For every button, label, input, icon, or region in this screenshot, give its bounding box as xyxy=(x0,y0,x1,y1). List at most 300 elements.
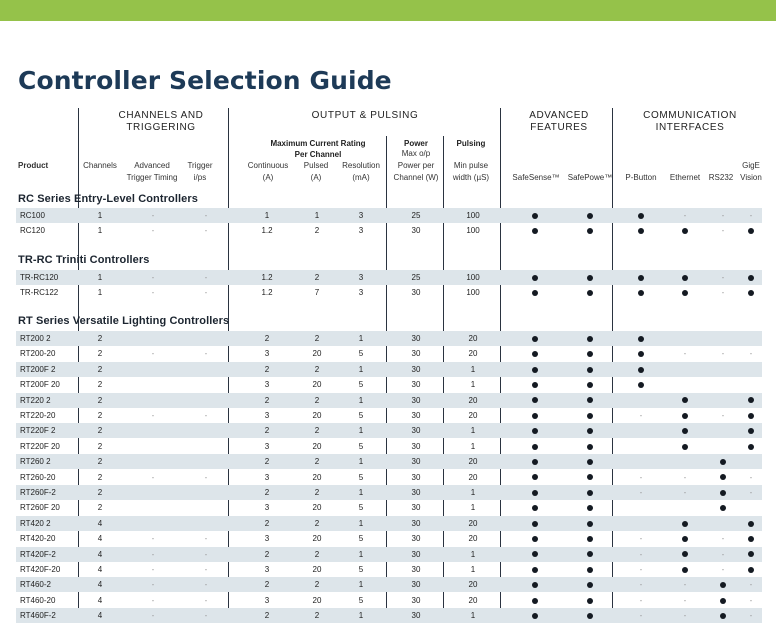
feature-dot-icon xyxy=(587,567,593,573)
cell-channels: 4 xyxy=(97,580,103,590)
feature-dot-icon xyxy=(532,459,538,465)
cell-power: 30 xyxy=(411,565,421,574)
group-output-pulsing: OUTPUT & PULSING xyxy=(311,110,419,121)
cell-continuous: 2 xyxy=(264,364,270,374)
cell-pulsed: 2 xyxy=(314,426,320,436)
cell-resolution: 1 xyxy=(358,395,364,405)
cell-pulse-width: 1 xyxy=(470,380,476,390)
cell-pulsed: 20 xyxy=(312,503,322,513)
feature-dot-icon xyxy=(587,367,593,373)
cell-ethernet xyxy=(672,439,698,454)
feature-dot-icon xyxy=(587,336,593,342)
cell-pbutton: - xyxy=(639,549,643,559)
feature-dot-icon xyxy=(638,336,644,342)
cell-channels: 4 xyxy=(97,549,103,559)
cell-continuous: 3 xyxy=(264,411,270,420)
cell-pulse-width: 1 xyxy=(470,611,476,621)
cell-safesense xyxy=(522,423,548,438)
feature-dot-icon xyxy=(720,598,726,604)
cell-resolution: 5 xyxy=(358,565,364,574)
table-row xyxy=(16,470,762,485)
cell-rs232 xyxy=(710,470,736,485)
cell-continuous: 2 xyxy=(264,549,270,559)
cell-trigger-timing: - xyxy=(151,411,155,420)
cell-continuous: 2 xyxy=(264,334,270,343)
cell-continuous: 2 xyxy=(264,580,270,590)
table-row xyxy=(16,562,762,577)
cell-power: 30 xyxy=(411,611,421,621)
feature-dot-icon xyxy=(587,598,593,604)
cell-gige xyxy=(738,531,764,546)
cell-pulsed: 2 xyxy=(314,518,320,528)
feature-dot-icon xyxy=(532,428,538,434)
cell-safesense xyxy=(522,470,548,485)
feature-dot-icon xyxy=(587,582,593,588)
cell-pulsed: 2 xyxy=(314,457,320,467)
cell-pbutton xyxy=(628,208,654,223)
cell-gige xyxy=(738,270,764,285)
cell-safepower xyxy=(576,516,604,531)
cell-product: RT260-20 xyxy=(20,472,56,482)
cell-pbutton xyxy=(628,362,654,377)
feature-dot-icon xyxy=(587,228,593,234)
table-row xyxy=(16,423,762,438)
cell-safepower xyxy=(576,470,604,485)
cell-power: 30 xyxy=(411,411,421,420)
feature-dot-icon xyxy=(587,536,593,542)
feature-dot-icon xyxy=(638,351,644,357)
feature-dot-icon xyxy=(720,490,726,496)
cell-pulse-width: 100 xyxy=(466,226,480,236)
cell-channels: 2 xyxy=(97,457,103,467)
cell-trigger-timing: - xyxy=(151,349,155,359)
cell-product: RT200F 20 xyxy=(20,380,60,390)
cell-channels: 2 xyxy=(97,426,103,436)
cell-ethernet xyxy=(672,531,698,546)
cell-pulse-width: 20 xyxy=(468,457,478,467)
cell-safepower xyxy=(576,531,604,546)
feature-dot-icon xyxy=(532,551,538,557)
cell-ethernet xyxy=(672,393,698,408)
cell-resolution: 1 xyxy=(358,518,364,528)
table-row xyxy=(16,408,762,423)
cell-safesense xyxy=(522,285,548,300)
feature-dot-icon xyxy=(720,582,726,588)
cell-safesense xyxy=(522,485,548,500)
cell-safepower xyxy=(576,346,604,361)
feature-dot-icon xyxy=(748,536,754,542)
cell-trigger-ips: - xyxy=(204,288,208,298)
cell-pulsed: 2 xyxy=(314,226,320,236)
header-ethernet: Ethernet xyxy=(669,173,701,182)
cell-channels: 2 xyxy=(97,441,103,451)
feature-dot-icon xyxy=(587,521,593,527)
page-title: Controller Selection Guide xyxy=(18,66,392,95)
cell-continuous: 3 xyxy=(264,349,270,359)
cell-pulsed: 2 xyxy=(314,334,320,343)
cell-product: RT420-20 xyxy=(20,534,56,544)
cell-channels: 4 xyxy=(97,611,103,621)
cell-pulse-width: 1 xyxy=(470,565,476,574)
cell-product: RT460-2 xyxy=(20,580,51,590)
feature-dot-icon xyxy=(532,567,538,573)
cell-power: 30 xyxy=(411,226,421,236)
cell-channels: 1 xyxy=(97,273,103,282)
cell-power: 30 xyxy=(411,518,421,528)
feature-dot-icon xyxy=(682,428,688,434)
table-row xyxy=(16,454,762,469)
cell-power: 30 xyxy=(411,288,421,298)
header-power: Max o/p Power per Channel (W) xyxy=(393,149,439,182)
cell-power: 30 xyxy=(411,580,421,590)
feature-dot-icon xyxy=(587,351,593,357)
header-trigger-ips: Trigger i/ps xyxy=(187,161,213,182)
cell-pulse-width: 1 xyxy=(470,426,476,436)
cell-channels: 4 xyxy=(97,595,103,605)
cell-safesense xyxy=(522,516,548,531)
cell-trigger-timing: - xyxy=(151,595,155,605)
cell-pulsed: 2 xyxy=(314,364,320,374)
feature-dot-icon xyxy=(587,413,593,419)
cell-product: RT200 2 xyxy=(20,334,51,343)
feature-dot-icon xyxy=(682,551,688,557)
cell-resolution: 3 xyxy=(358,211,364,220)
cell-continuous: 3 xyxy=(264,380,270,390)
feature-dot-icon xyxy=(532,598,538,604)
cell-pulse-width: 100 xyxy=(466,273,480,282)
feature-dot-icon xyxy=(587,551,593,557)
cell-pbutton xyxy=(628,285,654,300)
cell-pulse-width: 20 xyxy=(468,595,478,605)
feature-dot-icon xyxy=(682,275,688,281)
feature-dot-icon xyxy=(748,521,754,527)
cell-product: RT220F 2 xyxy=(20,426,56,436)
cell-channels: 2 xyxy=(97,395,103,405)
cell-channels: 2 xyxy=(97,411,103,420)
cell-trigger-timing: - xyxy=(151,549,155,559)
cell-gige xyxy=(738,285,764,300)
cell-pbutton: - xyxy=(639,565,643,574)
feature-dot-icon xyxy=(748,275,754,281)
cell-gige: - xyxy=(749,488,753,497)
cell-trigger-timing: - xyxy=(151,226,155,236)
cell-trigger-ips: - xyxy=(204,595,208,605)
feature-dot-icon xyxy=(720,459,726,465)
feature-dot-icon xyxy=(532,505,538,511)
cell-ethernet: - xyxy=(683,580,687,590)
table-row xyxy=(16,393,762,408)
cell-power: 30 xyxy=(411,334,421,343)
cell-resolution: 1 xyxy=(358,549,364,559)
cell-gige xyxy=(738,562,764,577)
cell-gige: - xyxy=(749,211,753,220)
cell-resolution: 5 xyxy=(358,595,364,605)
cell-product: RT420 2 xyxy=(20,518,51,528)
table-row xyxy=(16,547,762,562)
feature-dot-icon xyxy=(748,428,754,434)
cell-power: 30 xyxy=(411,349,421,359)
header-gige: GigE Vision xyxy=(740,161,762,182)
feature-dot-icon xyxy=(532,228,538,234)
cell-trigger-ips: - xyxy=(204,565,208,574)
cell-power: 25 xyxy=(411,273,421,282)
cell-ethernet: - xyxy=(683,595,687,605)
table-row xyxy=(16,485,762,500)
cell-trigger-ips: - xyxy=(204,549,208,559)
feature-dot-icon xyxy=(587,213,593,219)
feature-dot-icon xyxy=(532,613,538,619)
cell-product: RT460F-2 xyxy=(20,611,56,621)
cell-ethernet xyxy=(672,408,698,423)
feature-dot-icon xyxy=(638,367,644,373)
cell-resolution: 1 xyxy=(358,580,364,590)
cell-power: 30 xyxy=(411,488,421,497)
feature-dot-icon xyxy=(532,367,538,373)
feature-dot-icon xyxy=(587,459,593,465)
cell-product: RT220 2 xyxy=(20,395,51,405)
subheader-max-current: Maximum Current Rating Per Channel xyxy=(270,139,366,159)
table-row xyxy=(16,285,762,300)
feature-dot-icon xyxy=(748,567,754,573)
cell-power: 30 xyxy=(411,549,421,559)
cell-continuous: 2 xyxy=(264,457,270,467)
cell-resolution: 3 xyxy=(358,273,364,282)
section-title: RT Series Versatile Lighting Controllers xyxy=(18,315,230,327)
cell-trigger-ips: - xyxy=(204,211,208,220)
cell-safesense xyxy=(522,223,548,238)
cell-continuous: 3 xyxy=(264,441,270,451)
feature-dot-icon xyxy=(638,228,644,234)
cell-pulsed: 2 xyxy=(314,580,320,590)
cell-trigger-timing: - xyxy=(151,288,155,298)
feature-dot-icon xyxy=(682,536,688,542)
cell-pbutton xyxy=(628,223,654,238)
cell-gige xyxy=(738,516,764,531)
cell-channels: 4 xyxy=(97,565,103,574)
cell-continuous: 3 xyxy=(264,595,270,605)
cell-product: RT460-20 xyxy=(20,595,56,605)
cell-pbutton xyxy=(628,331,654,346)
cell-pulse-width: 20 xyxy=(468,518,478,528)
cell-resolution: 5 xyxy=(358,472,364,482)
cell-power: 30 xyxy=(411,380,421,390)
table-row xyxy=(16,593,762,608)
feature-dot-icon xyxy=(532,351,538,357)
feature-dot-icon xyxy=(748,228,754,234)
cell-channels: 2 xyxy=(97,349,103,359)
cell-pbutton: - xyxy=(639,611,643,621)
cell-gige: - xyxy=(749,472,753,482)
feature-dot-icon xyxy=(720,613,726,619)
cell-safesense xyxy=(522,393,548,408)
feature-dot-icon xyxy=(532,490,538,496)
cell-safepower xyxy=(576,408,604,423)
cell-safesense xyxy=(522,562,548,577)
cell-trigger-timing: - xyxy=(151,611,155,621)
cell-product: RT420F-20 xyxy=(20,565,61,574)
cell-rs232 xyxy=(710,454,736,469)
cell-gige xyxy=(738,408,764,423)
cell-product: RT260F-2 xyxy=(20,488,56,497)
cell-trigger-ips: - xyxy=(204,472,208,482)
cell-rs232 xyxy=(710,593,736,608)
feature-dot-icon xyxy=(682,413,688,419)
cell-channels: 2 xyxy=(97,503,103,513)
cell-power: 30 xyxy=(411,534,421,544)
feature-dot-icon xyxy=(682,521,688,527)
feature-dot-icon xyxy=(720,474,726,480)
cell-pulsed: 20 xyxy=(312,534,322,544)
feature-dot-icon xyxy=(748,444,754,450)
cell-resolution: 1 xyxy=(358,334,364,343)
cell-safesense xyxy=(522,346,548,361)
cell-channels: 4 xyxy=(97,518,103,528)
cell-safesense xyxy=(522,331,548,346)
cell-pbutton: - xyxy=(639,472,643,482)
cell-pbutton: - xyxy=(639,580,643,590)
cell-gige xyxy=(738,547,764,562)
cell-ethernet xyxy=(672,547,698,562)
cell-product: TR-RC122 xyxy=(20,288,59,298)
cell-resolution: 1 xyxy=(358,488,364,497)
feature-dot-icon xyxy=(532,521,538,527)
cell-pulsed: 2 xyxy=(314,611,320,621)
cell-product: RT220F 20 xyxy=(20,441,60,451)
feature-dot-icon xyxy=(682,397,688,403)
header-rs232: RS232 xyxy=(708,173,734,182)
cell-pulse-width: 1 xyxy=(470,549,476,559)
feature-dot-icon xyxy=(532,290,538,296)
cell-pbutton xyxy=(628,346,654,361)
feature-dot-icon xyxy=(748,290,754,296)
feature-dot-icon xyxy=(748,413,754,419)
cell-pulsed: 20 xyxy=(312,565,322,574)
cell-rs232: - xyxy=(721,549,725,559)
cell-pulsed: 1 xyxy=(314,211,320,220)
cell-safepower xyxy=(576,377,604,392)
feature-dot-icon xyxy=(532,382,538,388)
section-title: TR-RC Triniti Controllers xyxy=(18,254,150,266)
cell-product: RC120 xyxy=(20,226,45,236)
cell-resolution: 5 xyxy=(358,349,364,359)
table-row xyxy=(16,577,762,592)
cell-gige xyxy=(738,423,764,438)
feature-dot-icon xyxy=(587,505,593,511)
header-resolution: Resolution (mA) xyxy=(342,161,380,182)
cell-power: 30 xyxy=(411,441,421,451)
cell-power: 30 xyxy=(411,426,421,436)
feature-dot-icon xyxy=(638,275,644,281)
cell-product: RT200-20 xyxy=(20,349,56,359)
feature-dot-icon xyxy=(587,428,593,434)
cell-trigger-timing: - xyxy=(151,472,155,482)
cell-continuous: 2 xyxy=(264,488,270,497)
cell-safepower xyxy=(576,223,604,238)
cell-pulsed: 20 xyxy=(312,411,322,420)
cell-trigger-ips: - xyxy=(204,226,208,236)
cell-resolution: 1 xyxy=(358,611,364,621)
subheader-power: Power xyxy=(403,139,428,148)
table-row xyxy=(16,377,762,392)
group-communication-interfaces: COMMUNICATION INTERFACES xyxy=(643,110,737,133)
cell-rs232 xyxy=(710,485,736,500)
feature-dot-icon xyxy=(532,474,538,480)
feature-dot-icon xyxy=(532,582,538,588)
cell-power: 25 xyxy=(411,211,421,220)
feature-dot-icon xyxy=(720,505,726,511)
header-pulsed: Pulsed (A) xyxy=(303,161,329,182)
cell-trigger-ips: - xyxy=(204,580,208,590)
cell-trigger-timing: - xyxy=(151,273,155,282)
cell-safepower xyxy=(576,547,604,562)
cell-pulsed: 20 xyxy=(312,472,322,482)
cell-trigger-ips: - xyxy=(204,534,208,544)
cell-safesense xyxy=(522,593,548,608)
feature-dot-icon xyxy=(532,397,538,403)
cell-pbutton xyxy=(628,377,654,392)
cell-resolution: 1 xyxy=(358,426,364,436)
cell-safepower xyxy=(576,454,604,469)
cell-pulse-width: 1 xyxy=(470,488,476,497)
cell-safesense xyxy=(522,531,548,546)
feature-dot-icon xyxy=(587,290,593,296)
cell-pulsed: 2 xyxy=(314,273,320,282)
cell-continuous: 2 xyxy=(264,611,270,621)
table-row xyxy=(16,362,762,377)
cell-pulse-width: 1 xyxy=(470,503,476,513)
cell-resolution: 5 xyxy=(358,441,364,451)
cell-channels: 1 xyxy=(97,211,103,220)
cell-safepower xyxy=(576,285,604,300)
feature-dot-icon xyxy=(587,613,593,619)
cell-pulsed: 20 xyxy=(312,380,322,390)
cell-ethernet: - xyxy=(683,488,687,497)
cell-pulse-width: 20 xyxy=(468,472,478,482)
cell-pulsed: 20 xyxy=(312,349,322,359)
cell-pulsed: 2 xyxy=(314,488,320,497)
cell-rs232: - xyxy=(721,226,725,236)
cell-ethernet: - xyxy=(683,611,687,621)
header-pulse-width: Min pulse width (µS) xyxy=(452,161,490,182)
cell-continuous: 1.2 xyxy=(261,288,273,298)
cell-continuous: 3 xyxy=(264,534,270,544)
cell-power: 30 xyxy=(411,472,421,482)
cell-safesense xyxy=(522,547,548,562)
cell-trigger-ips: - xyxy=(204,611,208,621)
cell-safepower xyxy=(576,362,604,377)
cell-channels: 2 xyxy=(97,380,103,390)
cell-pbutton: - xyxy=(639,534,643,544)
feature-dot-icon xyxy=(587,275,593,281)
section-title: RC Series Entry-Level Controllers xyxy=(18,193,198,205)
feature-dot-icon xyxy=(748,551,754,557)
feature-dot-icon xyxy=(682,444,688,450)
cell-trigger-timing: - xyxy=(151,211,155,220)
cell-power: 30 xyxy=(411,395,421,405)
table-row xyxy=(16,223,762,238)
cell-ethernet: - xyxy=(683,349,687,359)
cell-channels: 4 xyxy=(97,534,103,544)
cell-resolution: 3 xyxy=(358,288,364,298)
cell-pulsed: 20 xyxy=(312,595,322,605)
cell-product: RT200F 2 xyxy=(20,364,56,374)
cell-product: TR-RC120 xyxy=(20,273,59,282)
feature-dot-icon xyxy=(532,213,538,219)
table-row xyxy=(16,531,762,546)
cell-gige xyxy=(738,223,764,238)
cell-pulse-width: 1 xyxy=(470,364,476,374)
cell-gige: - xyxy=(749,595,753,605)
